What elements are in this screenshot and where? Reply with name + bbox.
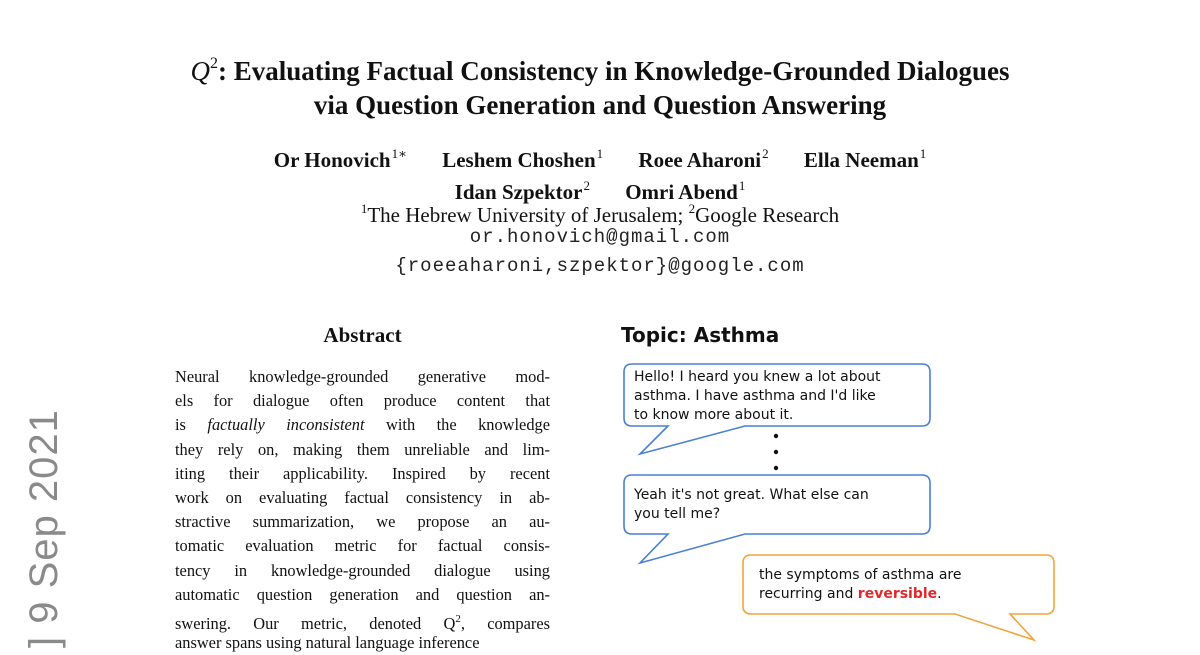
- abstract-line: tency in knowledge-grounded dialogue using: [175, 560, 550, 580]
- arxiv-stamp: ] 9 Sep 2021: [22, 409, 66, 648]
- email-1: or.honovich@gmail.com: [469, 226, 731, 248]
- title-line-2: via Question Generation and Question Answering: [313, 90, 887, 120]
- affiliations: $^1$The Hebrew University of Jerusalem; $^2$Google Research: [360, 201, 840, 227]
- abstract-line: stractive summarization, we propose an au-: [175, 512, 550, 532]
- ellipsis-dot: [774, 434, 778, 438]
- abstract-line: swering. Our metric, denoted $Q^2$, compares: [175, 612, 550, 633]
- author: Leshem Choshen$^1$: [442, 146, 604, 172]
- abstract-line: els for dialogue often produce content that: [175, 391, 550, 411]
- abstract-line: answer spans using natural language inference: [175, 633, 480, 653]
- abstract-line: they rely on, making them unreliable and lim-: [175, 439, 550, 459]
- title-q: Q: [190, 56, 210, 86]
- email-2: {roeeaharoni,szpektor}@google.com: [395, 255, 805, 277]
- figure-topic: Topic: Asthma: [621, 323, 780, 347]
- abstract-line: work on evaluating factual consistency in ab-: [175, 487, 550, 507]
- abstract-line: iting their applicability. Inspired by recent: [175, 463, 550, 483]
- abstract-heading: Abstract: [323, 323, 402, 347]
- ellipsis-dot: [774, 466, 778, 470]
- abstract-line: Neural knowledge-grounded generative mod-: [175, 367, 550, 386]
- abstract-line: automatic question generation and question an-: [175, 584, 550, 604]
- abstract-line: tomatic evaluation metric for factual consis-: [175, 536, 550, 556]
- author: Ella Neeman$^1$: [803, 146, 927, 172]
- ellipsis-dot: [774, 450, 778, 454]
- abstract-line: is factually inconsistent with the knowledge: [175, 415, 551, 435]
- title-rest: : Evaluating Factual Consistency in Knowledge-Grounded Dialogues: [217, 56, 1010, 86]
- bubble-bot-text: the symptoms of asthma are recurring and reversible.: [759, 567, 962, 602]
- bubble-user-2-text: Yeah it's not great. What else can you tell me?: [634, 487, 869, 522]
- title-q-sup: 2: [209, 55, 218, 72]
- bubble-user-1-text: Hello! I heard you knew a lot about asthma. I have asthma and I'd like to know more about it.: [634, 369, 881, 423]
- author: Roee Aharoni$^2$: [638, 146, 769, 172]
- author: Idan Szpektor$^2$: [454, 178, 590, 204]
- highlighted-word: reversible: [857, 586, 938, 602]
- author: Or Honovich$^{1∗}$: [273, 146, 407, 172]
- author: Omri Abend$^1$: [625, 178, 746, 204]
